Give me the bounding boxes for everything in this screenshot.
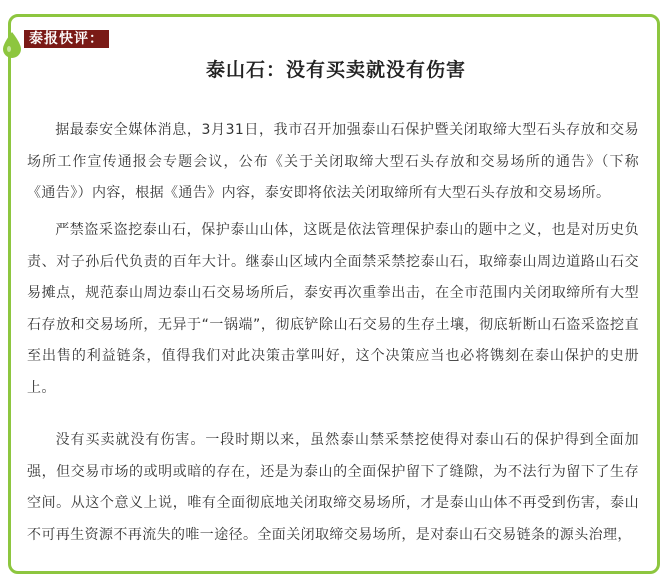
paragraph-2: 严禁盗采盗挖泰山石，保护泰山山体，这既是依法管理保护泰山的题中之义，也是对历史负责、对子孙后代负责的百年大计。继泰山区域内全面禁采禁挖泰山石，取缔泰山周边道路山石交易摊点，规范泰山周边泰山石交易场所后，泰安再次重拳出击，在全市范围内关闭取缔所有大型石存放和交易场所，无异于“一锅端”，彻底铲除山石交易的生存土壤，彻底斩断山石盗采盗挖直至出售的利益链条，值得我们对此决策击掌叫好，这个决策应当也必将镌刻在泰山保护的史册上。 (27, 222, 639, 396)
paragraph-1: 据最泰安全媒体消息，3月31日，我市召开加强泰山石保护暨关闭取缔大型石头存放和交易场所工作宣传通报会专题会议，公布《关于关闭取缔大型石头存放和交易场所的通告》（下称《通告》）内容，根据《通告》内容，泰安即将依法关闭取缔所有大型石头存放和交易场所。 (27, 122, 639, 201)
commentary-tag: 泰报快评： (24, 30, 109, 48)
article-title: 泰山石：没有买卖就没有伤害 (205, 59, 466, 81)
paragraph-3: 没有买卖就没有伤害。一段时期以来，虽然泰山禁采禁挖使得对泰山石的保护得到全面加强，但交易市场的或明或暗的存在，还是为泰山的全面保护留下了缝隙，为不法行为留下了生存空间。从这个意义上说，唯有全面彻底地关闭取缔交易场所，才是泰山山体不再受到伤害，泰山不可再生资源不再流失的唯一途径。全面关闭取缔交易场所，是对泰山石交易链条的源头治理， (27, 432, 639, 543)
